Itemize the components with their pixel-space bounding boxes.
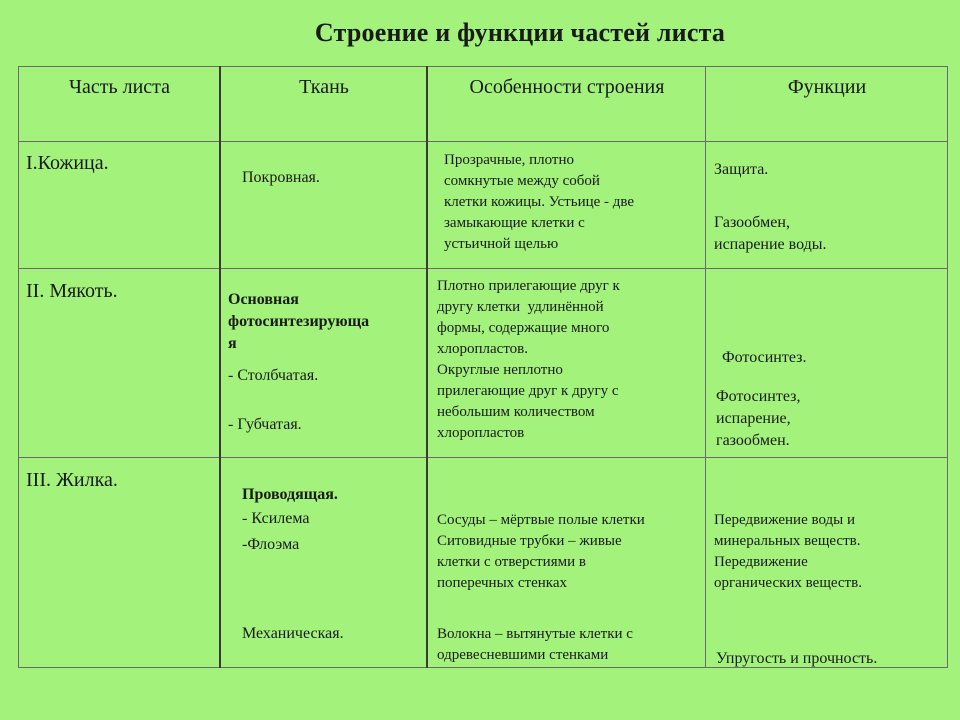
header-part: Часть листа: [68, 76, 171, 98]
tissue-sub-2: - Губчатая.: [228, 416, 302, 433]
page-title: Строение и функции частей листа: [314, 18, 726, 47]
tissue-sub-1: - Ксилема: [242, 510, 310, 527]
function-cell-1: Передвижение воды и минеральных веществ. Передвижение органических веществ.: [714, 512, 862, 591]
tissue-main-cell: Проводящая.: [242, 486, 338, 503]
part-cell: III. Жилка.: [26, 469, 118, 491]
function-cell-1: Защита.: [714, 161, 769, 178]
part-cell: I.Кожица.: [26, 152, 109, 174]
function-cell-1: Фотосинтез.: [722, 349, 807, 366]
structure-cell-2: Волокна – вытянутые клетки с одревесневшими стенками: [437, 626, 633, 663]
part-cell: II. Мякоть.: [26, 280, 118, 302]
structure-cell: Плотно прилегающие друг к другу клетки удлинённой формы, содержащие много хлоропластов. Округлые неплотно прилегающие друг к другу с небольшим количеством хлоропластов: [437, 278, 620, 441]
tissue-cell: Покровная.: [242, 169, 320, 186]
function-cell-2: Упругость и прочность.: [716, 650, 878, 667]
tissue-sub-2: -Флоэма: [242, 536, 300, 553]
tissue-sub-1: - Столбчатая.: [228, 367, 319, 384]
structure-cell-1: Сосуды – мёртвые полые клетки Ситовидные трубки – живые клетки с отверстиями в поперечных стенках: [437, 512, 645, 591]
function-cell-2: Фотосинтез, испарение, газообмен.: [716, 388, 801, 449]
tissue-sub-3: Механическая.: [242, 625, 344, 642]
function-cell-2: Газообмен, испарение воды.: [714, 214, 827, 253]
structure-cell: Прозрачные, плотно сомкнутые между собой клетки кожицы. Устьице - две замыкающие клетки с устьичной щелью: [444, 152, 635, 252]
header-structure: Особенности строения: [469, 76, 665, 98]
header-functions: Функции: [787, 76, 867, 98]
tissue-main-cell: Основная фотосинтезирующа я: [228, 291, 370, 352]
header-tissue: Ткань: [299, 76, 349, 98]
